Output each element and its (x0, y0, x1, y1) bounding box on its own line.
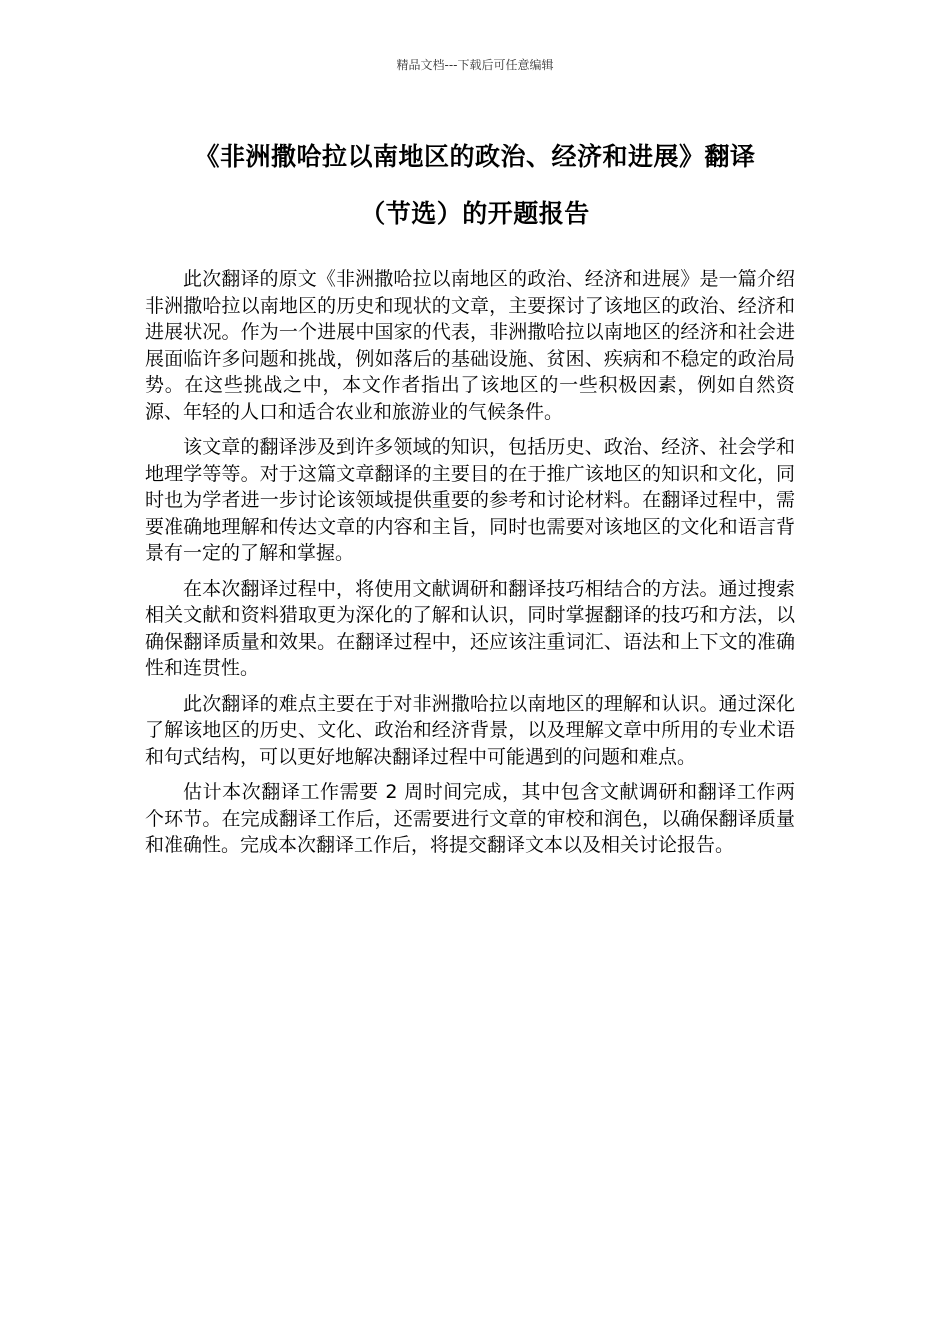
paragraph-2: 该文章的翻译涉及到许多领域的知识，包括历史、政治、经济、社会学和地理学等等。对于这篇文章翻译的主要目的在于推广该地区的知识和文化，同时也为学者进一步讨论该领域提供重要的参考和讨论材料。在翻译过程中，需要准确地理解和传达文章的内容和主旨，同时也需要对该地区的文化和语言背景有一定的了解和掌握。 (145, 436, 795, 564)
title-line-2: （节选）的开题报告 (360, 199, 590, 228)
title-line-1: 《非洲撒哈拉以南地区的政治、经济和进展》翻译 (194, 142, 756, 171)
paragraph-3: 在本次翻译过程中，将使用文献调研和翻译技巧相结合的方法。通过搜索相关文献和资料猎取更为深化的了解和认识，同时掌握翻译的技巧和方法，以确保翻译质量和效果。在翻译过程中，还应该注重词汇、语法和上下文的准确性和连贯性。 (145, 577, 795, 679)
paragraph-1: 此次翻译的原文《非洲撒哈拉以南地区的政治、经济和进展》是一篇介绍非洲撒哈拉以南地区的历史和现状的文章，主要探讨了该地区的政治、经济和进展状况。作为一个进展中国家的代表，非洲撒哈拉以南地区的经济和社会进展面临许多问题和挑战，例如落后的基础设施、贫困、疾病和不稳定的政治局势。在这些挑战之中，本文作者指出了该地区的一些积极因素，例如自然资源、年轻的人口和适合农业和旅游业的气候条件。 (145, 268, 795, 423)
paragraph-5: 估计本次翻译工作需要 2 周时间完成，其中包含文献调研和翻译工作两个环节。在完成翻译工作后，还需要进行文章的审校和润色，以确保翻译质量和准确性。完成本次翻译工作后，将提交翻译文本以及相关讨论报告。 (145, 781, 795, 856)
header-note: 精品文档---下载后可任意编辑 (396, 58, 554, 72)
paragraph-4: 此次翻译的难点主要在于对非洲撒哈拉以南地区的理解和认识。通过深化了解该地区的历史、文化、政治和经济背景，以及理解文章中所用的专业术语和句式结构，可以更好地解决翻译过程中可能遇到的问题和难点。 (145, 692, 795, 768)
document-body (145, 266, 795, 868)
document-title (145, 128, 805, 242)
